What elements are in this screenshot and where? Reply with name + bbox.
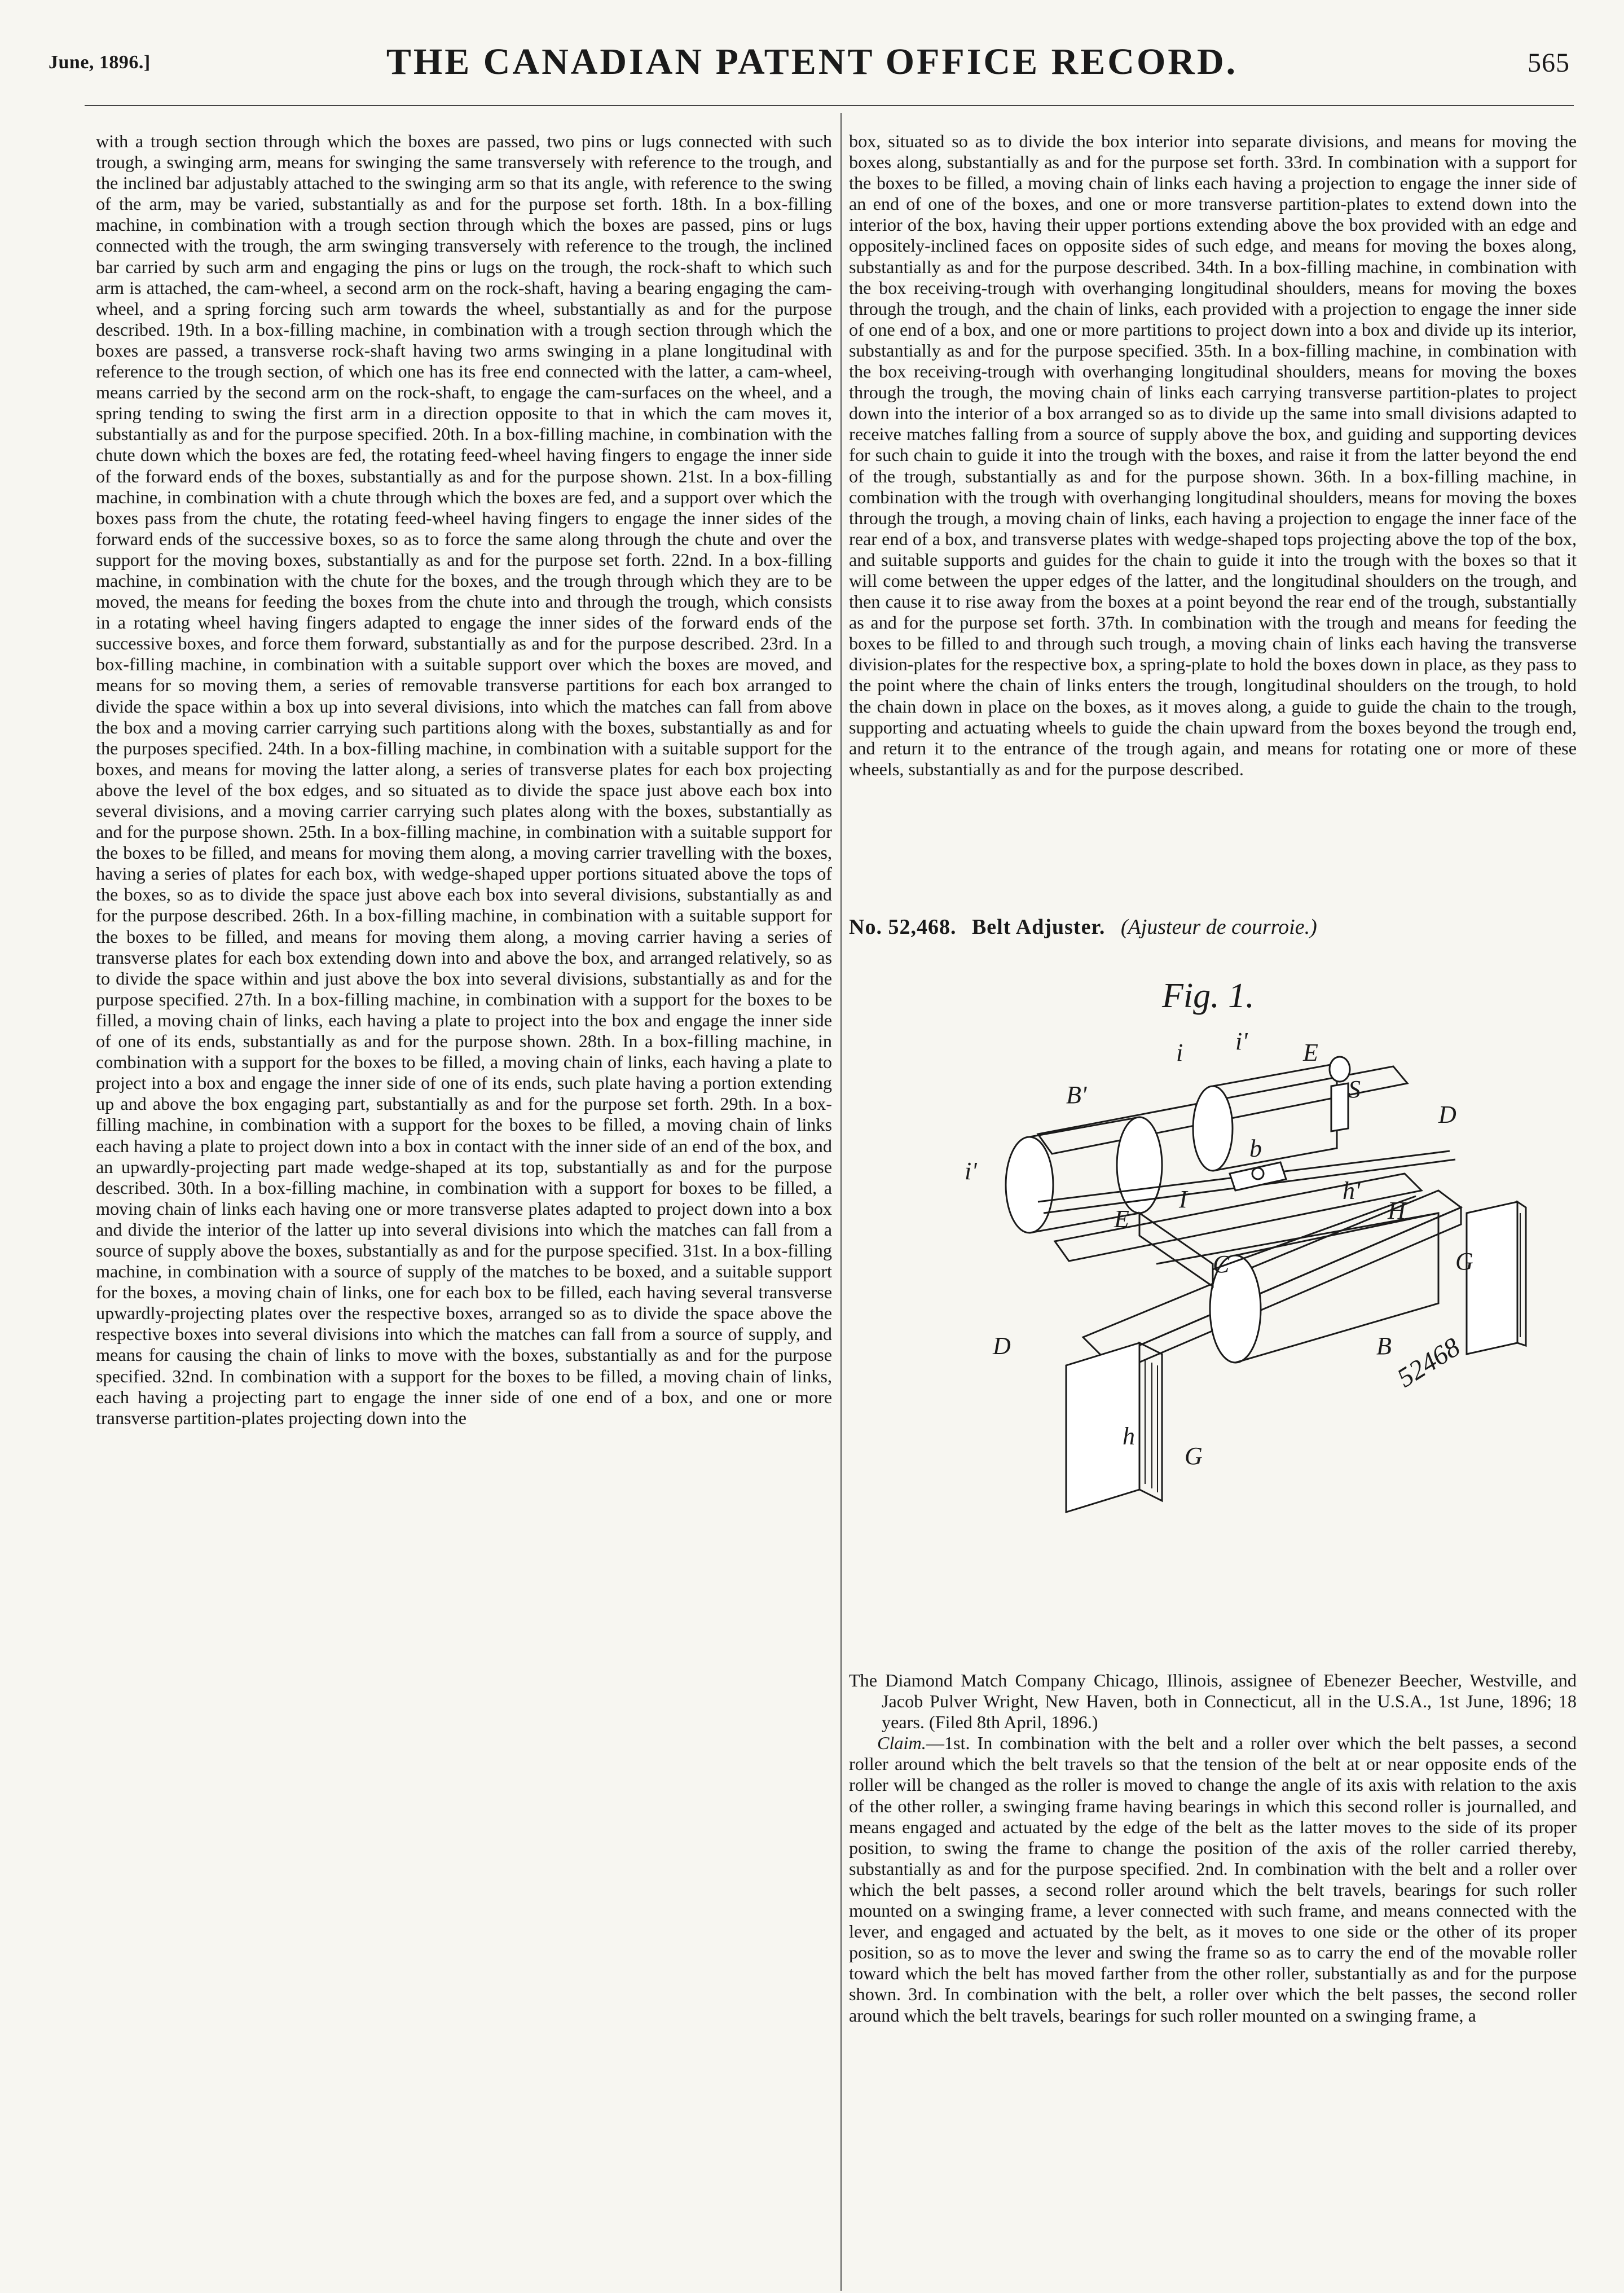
patent-number: No. 52,468. [849, 915, 957, 939]
swinging-frame-left [1139, 1213, 1213, 1286]
guide-post-cap [1330, 1057, 1350, 1082]
label-i-mid: I [1179, 1185, 1187, 1213]
claim-label: Claim. [877, 1733, 926, 1754]
publication-title: THE CANADIAN PATENT OFFICE RECORD. [386, 41, 1238, 82]
upper-roller-end [1006, 1137, 1053, 1233]
swinging-frame-bar [1213, 1196, 1416, 1270]
label-g-right: G [1455, 1247, 1473, 1275]
label-d-right: D [1438, 1101, 1456, 1128]
lower-roller-body [1235, 1213, 1438, 1363]
belt-adjuster-drawing [897, 948, 1529, 1664]
patent-mark-number: 52468 [1392, 1332, 1465, 1394]
page-number: 565 [1528, 48, 1570, 78]
label-i-prime-top: i' [1235, 1027, 1248, 1055]
right-column-bottom [849, 1670, 1577, 2026]
label-b: b [1249, 1135, 1262, 1162]
assignee-paragraph [849, 1670, 1577, 1733]
label-g-bottom: G [1185, 1442, 1203, 1470]
issue-date: June, 1896.] [49, 52, 151, 73]
label-d-left: D [993, 1332, 1011, 1360]
label-i-top: i [1176, 1039, 1183, 1066]
label-e-top: E [1303, 1039, 1318, 1066]
right-column-top [849, 131, 1577, 780]
label-b-prime: B' [1066, 1081, 1087, 1109]
header-rule [85, 105, 1574, 106]
foot-shading [1145, 1360, 1158, 1492]
patent-title: Belt Adjuster. [971, 915, 1106, 939]
label-s: S [1348, 1075, 1361, 1103]
patent-french-title: (Ajusteur de courroie.) [1120, 915, 1317, 939]
label-b-big: B [1376, 1332, 1392, 1360]
right-foot [1467, 1202, 1517, 1354]
patent-figure [897, 948, 1529, 1664]
base-bar-side [1106, 1207, 1461, 1377]
page-header [0, 0, 1624, 107]
right-roller-end [1193, 1086, 1233, 1171]
left-foot-side [1139, 1343, 1162, 1501]
assignee-text: The Diamond Match Company Chicago, Illinois, assignee of Ebenezer Beecher, Westville, and Jacob Pulver Wright, New Haven, both in Connecticut, all in the U.S.A., 1st June, 1896; 18 years. (Filed 8th April, 1896.) [849, 1670, 1577, 1733]
label-e-mid: E [1114, 1205, 1129, 1233]
guide-post [1331, 1083, 1348, 1131]
right-column-continued-text: box, situated so as to divide the box interior into separate divisions, and means for moving the boxes along, substantially as and for the purpose set forth. 33rd. In combination with a support for the boxes to be filled, a moving chain of links each having a projection to engage the inner side of an end of one of the boxes, and one or more transverse partition-plates to extend down into the interior of the box, having their upper portions extending above the box provided with an edge and oppositely-inclined faces on opposite sides of such edge, and means for moving the boxes along, substantially as and for the purpose described. 34th. In a box-filling machine, in combination with the box receiving-trough with overhanging longitudinal shoulders, means for moving the boxes through the trough, and the chain of links, each provided with a projection to engage the inner side of one end of a box, and one or more partitions to project down into a box and divide up its interior, substantially as and for the purpose specified. 35th. In a box-filling machine, in combination with the box receiving-trough with overhanging longitudinal shoulders, means for moving the boxes through the trough, the moving chain of links each carrying transverse partition-plates to project down into the interior of a box arranged so as to divide up the same into small divisions adapted to receive matches falling from a source of supply above the box, and guiding and supporting devices for such chain to guide it into the trough with the boxes, and raise it from the latter beyond the end of the trough, substantially as and for the purpose shown. 36th. In a box-filling machine, in combination with the trough with overhanging longitudinal shoulders, means for moving the boxes through the trough, a moving chain of links, each having a projection to engage the inner face of the rear end of a box, and transverse plates with wedge-shaped tops projecting above the top of the box, and suitable supports and guides for the chain to guide it into the trough with the boxes so that it will come between the upper edges of the latter, and the longitudinal shoulders on the trough, and then cause it to rise away from the boxes at a point beyond the rear end of the trough, substantially as and for the purpose set forth. 37th. In combination with the trough and means for feeding the boxes to be filled to and through such trough, a moving chain of links each having the transverse division-plates for the respective box, a spring-plate to hold the boxes down in place, as they pass to the point where the chain of links enters the trough, longitudinal shoulders on the trough, to hold the chain down in place on the boxes, as it moves along, a guide to guide the chain to the trough, supporting and actuating wheels to guide the chain upward from the boxes beyond the trough end, and return it to the entrance of the trough again, and means for rotating one or more of these wheels, substantially as and for the purpose described. [849, 131, 1577, 779]
label-h-prime: h' [1343, 1177, 1361, 1205]
patent-entry-heading [849, 914, 1582, 940]
label-c: C [1213, 1250, 1230, 1278]
label-h: H [1388, 1197, 1406, 1224]
figure-caption: Fig. 1. [1162, 977, 1255, 1015]
left-column-text: with a trough section through which the boxes are passed, two pins or lugs connected with such trough, a swinging arm, means for swinging the same transversely with reference to the trough, and the inclined bar adjustably attached to the swinging arm so that its angle, with reference to the swing of the arm, may be varied, substantially as and for the purpose set forth. 18th. In a box-filling machine, in combination with a trough section through which the boxes are passed, pins or lugs connected with the trough, the arm swinging transversely with reference to the trough, the inclined bar carried by such arm and engaging the pins or lugs on the trough, the rock-shaft to which such arm is attached, the cam-wheel, a second arm on the rock-shaft, having a bearing engaging the cam-wheel, and a spring forcing such arm towards the wheel, substantially as and for the purpose described. 19th. In a box-filling machine, in combination with a trough section through which the boxes are passed, a transverse rock-shaft having two arms swinging in a plane longitudinal with reference to the trough section, of which one has its free end connected with the latter, a cam-wheel, means carried by the second arm on the rock-shaft, to engage the cam-surfaces on the wheel, and a spring tending to swing the first arm in a direction opposite to that in which the cam moves it, substantially as and for the purpose specified. 20th. In a box-filling machine, in combination with the chute down which the boxes are fed, the rotating feed-wheel having fingers to engage the inner side of the forward ends of the boxes, substantially as and for the purpose shown. 21st. In a box-filling machine, in combination with a chute through which the boxes are fed, and a support over which the boxes pass from the chute, the rotating feed-wheel having fingers to engage the inner sides of the forward ends of the successive boxes, so as to force the same along through the chute and over the support for the moving boxes, substantially as and for the purpose set forth. 22nd. In a box-filling machine, in combination with the chute for the boxes, and the trough through which they are to be moved, the means for feeding the boxes from the chute into and through the trough, which consists in a rotating wheel having fingers adapted to engage the inner sides of the forward ends of the successive boxes, and force them forward, substantially as and for the purpose described. 23rd. In a box-filling machine, in combination with a suitable support over which the boxes are moved, and means for so moving them, a series of removable transverse partitions for each box arranged to divide the space within a box up into several divisions, into which the matches can fall from above the box and a moving carrier carrying such partitions along with the boxes, substantially as and for the purposes specified. 24th. In a box-filling machine, in combination with a suitable support for the boxes, and means for moving the latter along, a series of transverse plates for each box projecting above the level of the box edges, and so situated as to divide the space just above each box into several divisions, and a moving carrier carrying such plates along with the boxes, substantially as and for the purpose shown. 25th. In a box-filling machine, in combination with a suitable support for the boxes to be filled, and means for moving them along, a moving carrier travelling with the boxes, having a series of plates for each box, with wedge-shaped upper portions situated above the tops of the boxes, so as to divide the space just above each box into several divisions, substantially as and for the purpose described. 26th. In a box-filling machine, in combination with a suitable support for the boxes to be filled, and means for moving them along, a moving carrier having a series of transverse plates for each box extending down into and above the box, and arranged relatively, so as to divide the space within and just above the box into several divisions, substantially as and for the purpose specified. 27th. In a box-filling machine, in combination with a support for the boxes to be filled, a moving chain of links, each having a plate to project into the box and engage the inner side of one of its ends, substantially as and for the purpose shown. 28th. In a box-filling machine, in combination with a support for the boxes to be filled, a moving chain of links, each having a plate to project into a box and engage the inner side of one of its ends, such plate having a portion extending up and above the box engaging part, substantially as and for the purpose set forth. 29th. In a box-filling machine, in combination with a support for the boxes to be filled, a moving chain of links each having a plate to project down into a box in contact with the inner side of an end of the box, and an upwardly-projecting part made wedge-shaped at its top, substantially as and for the purpose described. 30th. In a box-filling machine, in combination with a support for boxes to be filled, a moving chain of links each having one or more transverse plates adapted to project down into a box and divide the interior of the latter up into several divisions into which the matches can fall from a source of supply above the boxes, substantially as and for the purpose specified. 31st. In a box-filling machine, in combination with a source of supply of the matches to be boxed, and a suitable support for the boxes, a moving chain of links, one for each box to be filled, each having several transverse upwardly-projecting plates over the respective boxes, arranged so as to divide the space above the respective boxes into several divisions into which the matches can fall from a source of supply, and means for causing the chain of links to move with the boxes, substantially as and for the purpose specified. 32nd. In combination with a support for the boxes to be filled, a moving chain of links, each having a projecting part to engage the inner side of one end of a box, and one or more transverse partition-plates projecting down into the [96, 131, 832, 1428]
claim-text: —1st. In combination with the belt and a roller over which the belt passes, a second roller around which the belt travels so that the tension of the belt at or near opposite ends of the roller will be changed as the roller is moved to change the angle of its axis with relation to the axis of the other roller, a swinging frame having bearings in which this second roller is journalled, and means engaged and actuated by the edge of the belt as the latter moves to the side of its proper position, to swing the frame to change the position of the axis of the roller carried thereby, substantially as and for the purpose specified. 2nd. In combination with the belt and a roller over which the belt passes, a second roller around which the belt travels, bearings for such roller mounted on a swinging frame, a lever connected with such frame, and means connected with the lever, and engaged and actuated by the belt, as it moves to one side or the other of its proper position, so as to move the lever and swing the frame so as to carry the end of the movable roller toward which the belt has moved farther from the other roller, substantially as and for the purpose shown. 3rd. In combination with the belt, a roller over which the belt passes, the second roller around which the belt travels, bearings for such roller mounted on a swinging frame, a [849, 1733, 1577, 2026]
label-i-prime-left: i' [965, 1157, 977, 1185]
left-column [96, 131, 832, 1429]
right-foot-side [1517, 1202, 1526, 1346]
label-h-small: h [1123, 1422, 1135, 1450]
column-divider [840, 113, 842, 2291]
claim-paragraph [849, 1733, 1577, 2026]
